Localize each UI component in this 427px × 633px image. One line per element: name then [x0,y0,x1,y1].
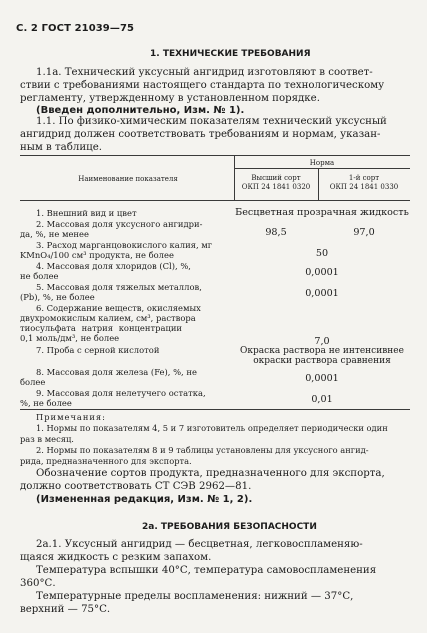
note-line: раз в месяц. [20,434,74,444]
table-row-value: 0,0001 [305,288,339,299]
table-row-name: 3. Расход марганцовокислого калия, мг [36,240,213,250]
table-row-name: 1. Внешний вид и цвет [36,208,137,218]
table-row-name: не более [20,271,59,281]
table-header-top-grade-code: ОКП 24 1841 0320 [241,183,311,191]
export-line: должно соответствовать СТ СЭВ 2962—81. [20,481,252,492]
note-line: рида, предназначенного для экспорта. [20,456,192,466]
table-row-name: 5. Массовая доля тяжелых металлов, [36,282,202,292]
table-row-name: 4. Массовая доля хлоридов (Cl), %, [36,261,191,271]
amendment-note: (Введен дополнительно, Изм. № 1). [36,105,245,116]
table-row-value-top: 98,5 [265,227,287,238]
table-row-name: KMnO₄/100 см³ продукта, не более [20,250,174,260]
section-2a-title: 2а. ТРЕБОВАНИЯ БЕЗОПАСНОСТИ [142,522,317,532]
table-row-value: 50 [315,248,329,259]
table-row-name: 9. Массовая доля нелетучего остатка, [36,388,206,398]
table-row-name: двухромокислым калием, см³, раствора [20,313,196,323]
table-row-name: 2. Массовая доля уксусного ангидри- [36,219,203,229]
table-row-value: окраски раствора сравнения [253,356,391,366]
table-row-value: 0,01 [311,394,333,405]
paragraph-line: 360°С. [20,578,56,589]
table-row-value: 7,0 [314,336,330,347]
table-header-rule [20,200,410,201]
page-header: С. 2 ГОСТ 21039—75 [16,23,135,34]
table-bottom-rule [20,409,410,410]
table-header-norm: Норма [309,159,335,167]
table-row-name: более [20,377,46,387]
paragraph-line: ангидрид должен соответствовать требованиям и нормам, указан- [20,129,381,140]
paragraph-line: Температура вспышки 40°С, температура самовоспламенения [36,565,377,576]
table-row-value: Бесцветная прозрачная жидкость [235,207,409,218]
table-row-value-first: 97,0 [353,227,375,238]
notes-title: Примечания: [36,412,106,422]
table-header-top-grade: Высший сорт [251,174,301,182]
table-row-value: 0,0001 [305,373,339,384]
table-header-first-grade: 1-й сорт [348,174,380,182]
table-row-name: 6. Содержание веществ, окисляемых [36,303,201,313]
paragraph-line: 1.1. По физико-химическим показателям технический уксусный [36,116,387,127]
table-header-name: Наименование показателя [78,175,178,183]
table-row-value: Окраска раствора не интенсивнее [240,346,404,356]
export-line: Обозначение сортов продукта, предназначенного для экспорта, [36,468,385,479]
paragraph-line: ствии с требованиями настоящего стандарта по технологическому [20,80,385,91]
table-row-name: тиосульфата натрия концентрации [20,323,183,333]
table-row-name: 7. Проба с серной кислотой [36,345,160,355]
paragraph-line: ным в таблице. [20,142,102,153]
amendment-note: (Измененная редакция, Изм. № 1, 2). [36,494,253,505]
section-1-title: 1. ТЕХНИЧЕСКИЕ ТРЕБОВАНИЯ [150,49,311,59]
paragraph-line: регламенту, утвержденному в установленном порядке. [20,93,320,104]
table-row-name: (Pb), %, не более [20,292,95,302]
table-row-name: да, %, не менее [20,229,89,239]
table-row-name: 0,1 моль/дм³, не более [20,333,120,343]
table-top-rule [20,155,410,156]
paragraph-line: Температурные пределы воспламенения: нижний — 37°С, [36,591,354,602]
table-row-value: 0,0001 [305,267,339,278]
table-header-first-grade-code: ОКП 24 1841 0330 [329,183,399,191]
paragraph-line: 1.1а. Технический уксусный ангидрид изготовляют в соответ- [36,67,373,78]
paragraph-line: 2а.1. Уксусный ангидрид — бесцветная, легковоспламеняю- [36,539,363,550]
note-line: 1. Нормы по показателям 4, 5 и 7 изготовитель определяет периодически один [36,423,388,433]
table-row-name: %, не более [20,398,72,408]
paragraph-line: верхний — 75°С. [20,604,111,615]
paragraph-line: щаяся жидкость с резким запахом. [20,552,212,563]
table-row-name: 8. Массовая доля железа (Fe), %, не [36,367,197,377]
table-norm-rule [234,168,410,169]
note-line: 2. Нормы по показателям 8 и 9 таблицы установлены для уксусного ангид- [36,445,369,455]
